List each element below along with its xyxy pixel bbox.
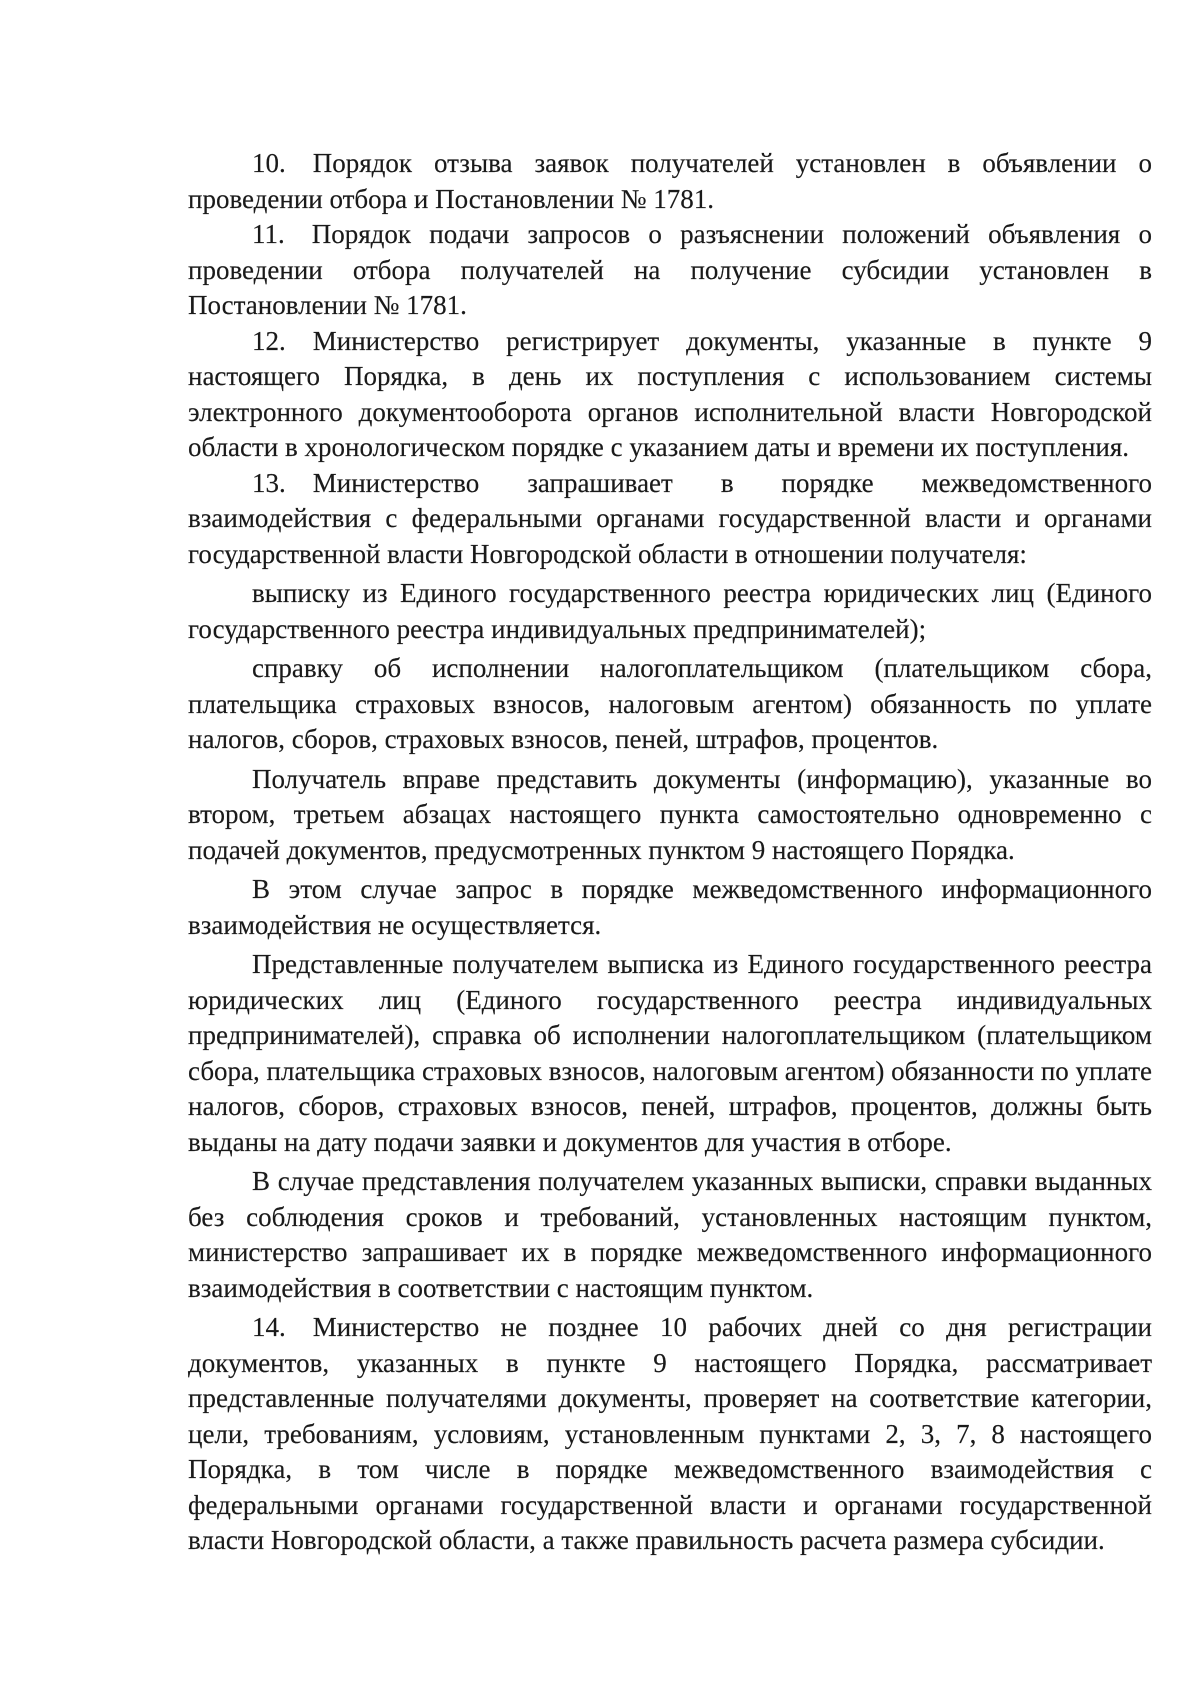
paragraph-invalid-documents: В случае представления получателем указанных выписки, справки выданных без соблюдения сроков и требований, установленных настоящим пунктом, министерство запрашивает их в порядке межведомственного информационного взаимодействия в соответствии с настоящим пунктом. [188,1166,1152,1303]
paragraph-item-12: 12. Министерство регистрирует документы, указанные в пункте 9 настоящего Порядка, в день их поступления с использованием системы электронного документооборота органов исполнительной власти Новгородской области в хронологическом порядке с указанием даты и времени их поступления. [188,325,1152,462]
paragraph-item-13: 13. Министерство запрашивает в порядке межведомственного взаимодействия с федеральными органами государственной власти и органами государственной власти Новгородской области в отношении получателя: [188,467,1152,569]
paragraph-tax-certificate: справку об исполнении налогоплательщиком (плательщиком сбора, плательщика страховых взносов, налоговым агентом) обязанность по уплате налогов, сборов, страховых взносов, пеней, штрафов, процентов. [188,653,1152,754]
paragraph-item-10: 10. Порядок отзыва заявок получателей установлен в объявлении о проведении отбора и Постановлении № 1781. [188,148,1152,214]
document-body [188,146,1152,1559]
paragraph-self-submission: Получатель вправе представить документы (информацию), указанные во втором, третьем абзацах настоящего пункта самостоятельно одновременно с подачей документов, предусмотренных пунктом 9 настоящего Порядка. [188,763,1152,865]
paragraph-validity-date: Представленные получателем выписка из Единого государственного реестра юридических лиц (Единого государственного реестра индивидуальных предпринимателей), справка об исполнении налогоплательщиком (плательщиком сбора, плательщика страховых взносов, налоговым агентом) обязанности по уплате налогов, сборов, страховых взносов, пеней, штрафов, процентов, должны быть выданы на дату подачи заявки и документов для участия в отборе. [188,949,1153,1157]
paragraph-item-14: 14. Министерство не позднее 10 рабочих дней со дня регистрации документов, указанных в пункте 9 настоящего Порядка, рассматривает представленные получателями документы, проверяет на соответствие категории, цели, требованиям, условиям, установленным пунктами 2, 3, 7, 8 настоящего Порядка, в том числе в порядке межведомственного взаимодействия с федеральными органами государственной власти и органами государственной власти Новгородской области, а также правильность расчета размера субсидии. [188,1312,1152,1555]
paragraph-item-11: 11. Порядок подачи запросов о разъяснении положений объявления о проведении отбора получателей на получение субсидии установлен в Постановлении № 1781. [188,219,1152,320]
paragraph-extract-request: выписку из Единого государственного реестра юридических лиц (Единого государственного реестра индивидуальных предпринимателей); [188,578,1152,644]
paragraph-no-request: В этом случае запрос в порядке межведомственного информационного взаимодействия не осуществляется. [188,874,1152,940]
